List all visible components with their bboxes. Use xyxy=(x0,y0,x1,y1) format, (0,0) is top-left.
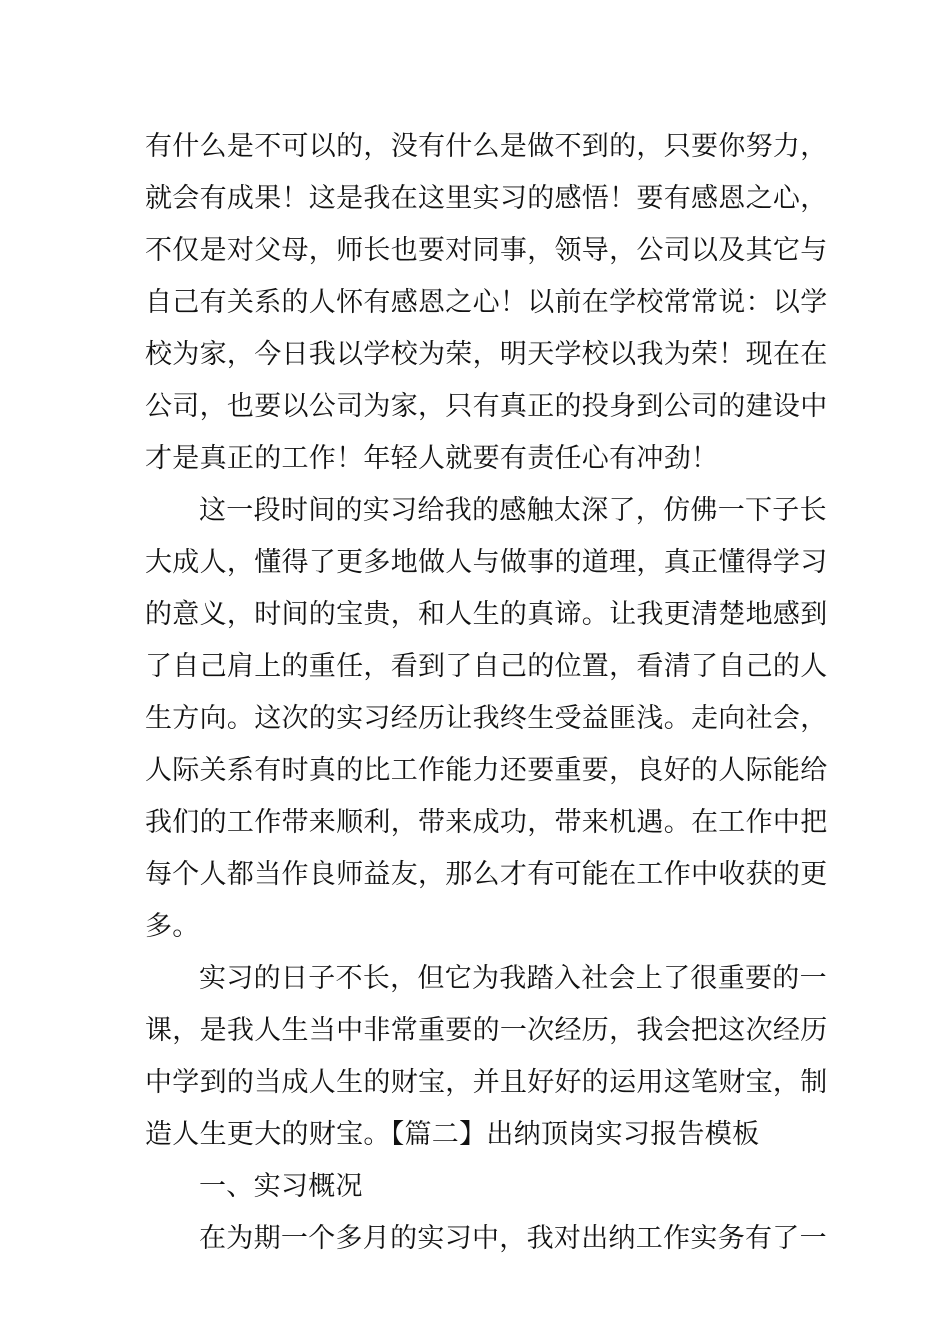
text-line: 每个人都当作良师益友，那么才有可能在工作中收获的更 xyxy=(145,859,828,890)
text-line: 公司，也要以公司为家，只有真正的投身到公司的建设中 xyxy=(145,391,828,422)
text-line: 一、实习概况 xyxy=(199,1171,363,1202)
text-line: 了自己肩上的重任，看到了自己的位置，看清了自己的人 xyxy=(145,651,828,682)
text-line: 才是真正的工作！年轻人就要有责任心有冲劲！ xyxy=(145,443,719,474)
body-text xyxy=(145,121,828,1265)
text-line: 我们的工作带来顺利，带来成功，带来机遇。在工作中把 xyxy=(145,807,828,838)
text-line: 自己有关系的人怀有感恩之心！以前在学校常常说：以学 xyxy=(145,287,828,318)
text-line: 生方向。这次的实习经历让我终生受益匪浅。走向社会， xyxy=(145,703,828,734)
text-line: 课，是我人生当中非常重要的一次经历，我会把这次经历 xyxy=(145,1015,828,1046)
text-line: 校为家，今日我以学校为荣，明天学校以我为荣！现在在 xyxy=(145,339,828,370)
text-line: 的意义，时间的宝贵，和人生的真谛。让我更清楚地感到 xyxy=(145,599,828,630)
text-line: 这一段时间的实习给我的感触太深了，仿佛一下子长 xyxy=(199,495,827,526)
text-line: 造人生更大的财宝。【篇二】出纳顶岗实习报告模板 xyxy=(145,1119,760,1150)
text-line: 中学到的当成人生的财宝，并且好好的运用这笔财宝，制 xyxy=(145,1067,828,1098)
text-line: 不仅是对父母，师长也要对同事，领导，公司以及其它与 xyxy=(145,235,828,266)
text-line: 大成人，懂得了更多地做人与做事的道理，真正懂得学习 xyxy=(145,547,828,578)
text-line: 有什么是不可以的，没有什么是做不到的，只要你努力， xyxy=(145,131,828,162)
text-line: 人际关系有时真的比工作能力还要重要，良好的人际能给 xyxy=(145,755,828,786)
text-line: 实习的日子不长，但它为我踏入社会上了很重要的一 xyxy=(199,963,827,994)
text-line: 在为期一个多月的实习中，我对出纳工作实务有了一 xyxy=(199,1223,827,1254)
text-line: 就会有成果！这是我在这里实习的感悟！要有感恩之心， xyxy=(145,183,828,214)
text-line: 多。 xyxy=(145,911,200,942)
